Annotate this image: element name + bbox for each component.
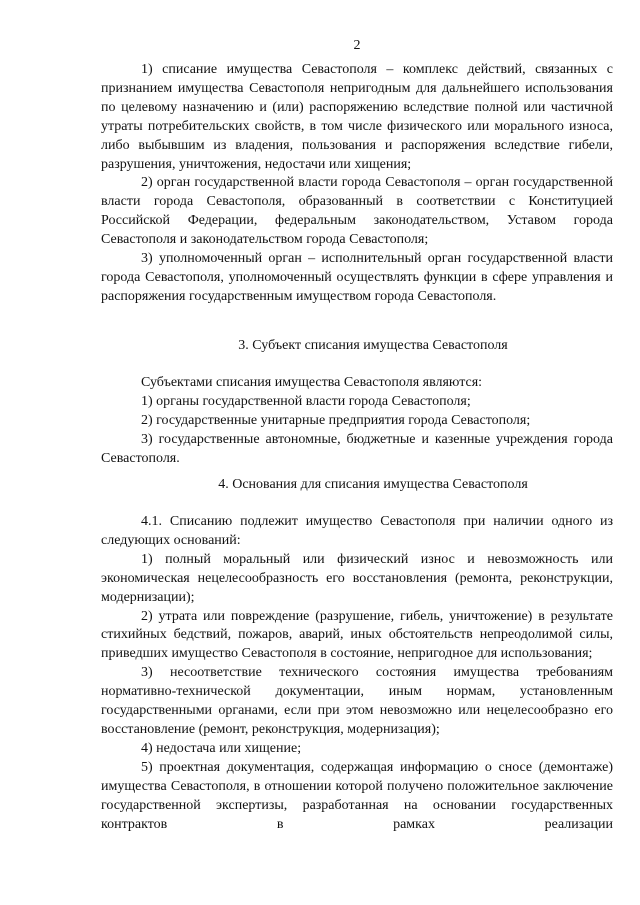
definitions-list (101, 61, 613, 307)
section-3 (101, 337, 613, 356)
definition-item: 2) орган государственной власти города Севастополя – орган государственной власти города Севастополя, образованный в соответствии с Конституцией Российской Федерации, федеральным законодательством, Уставом города Севастополя и законодательством города Севастополя; (101, 175, 613, 248)
section-intro: 4.1. Списанию подлежит имущество Севастополя при наличии одного из следующих оснований: (101, 514, 613, 548)
list-item: 2) утрата или повреждение (разрушение, гибель, уничтожение) в результате стихийных бедствий, пожаров, аварий, иных обстоятельств непреодолимой силы, приведших имущество Севастополя в состояние, непригодное для использования; (101, 608, 613, 662)
section-heading: 3. Субъект списания имущества Севастополя (238, 338, 508, 353)
page-number: 2 (353, 38, 361, 53)
section-3-body (101, 374, 613, 469)
definition-item: 1) списание имущества Севастополя – комплекс действий, связанных с признанием имущества Севастополя непригодным для дальнейшего использования по целевому назначению и (или) распоряжению вследствие полной или частичной утраты потребительских свойств, в том числе физического или морального износа, либо выбывшим из владения, пользования и распоряжения вследствие гибели, разрушения, уничтожения, недостачи или хищения; (101, 62, 613, 172)
list-item: 2) государственные унитарные предприятия города Севастополя; (141, 412, 531, 428)
list-item: 5) проектная документация, содержащая информацию о сносе (демонтаже) имущества Севастополя, в отношении которой получено положительное заключение государственной экспертизы, разработанная на основании государственных контрактов в рамках реализации (101, 759, 613, 832)
list-item: 3) несоответствие технического состояния имущества требованиям нормативно-технической документации, иным нормам, установленным государственными органами, если при этом невозможно или нецелесообразно его восстановление (ремонт, реконструкция, модернизация); (101, 665, 613, 737)
list-item: 1) полный моральный или физический износ и невозможность или экономическая нецелесообразность его восстановления (ремонта, реконструкции, модернизации); (101, 551, 613, 605)
definition-item: 3) уполномоченный орган – исполнительный орган государственной власти города Севастополя, уполномоченный осуществлять функции в сфере управления и распоряжения государственным имуществом города Севастополя. (101, 251, 613, 304)
section-intro: Субъектами списания имущества Севастополя являются: (141, 375, 483, 390)
list-item: 1) органы государственной власти города Севастополя; (141, 393, 471, 409)
list-item: 3) государственные автономные, бюджетные и казенные учреждения города Севастополя. (101, 431, 613, 466)
section-4 (101, 476, 613, 495)
section-heading: 4. Основания для списания имущества Севастополя (218, 477, 528, 492)
list-item: 4) недостача или хищение; (141, 740, 302, 756)
section-4-body (101, 513, 613, 834)
